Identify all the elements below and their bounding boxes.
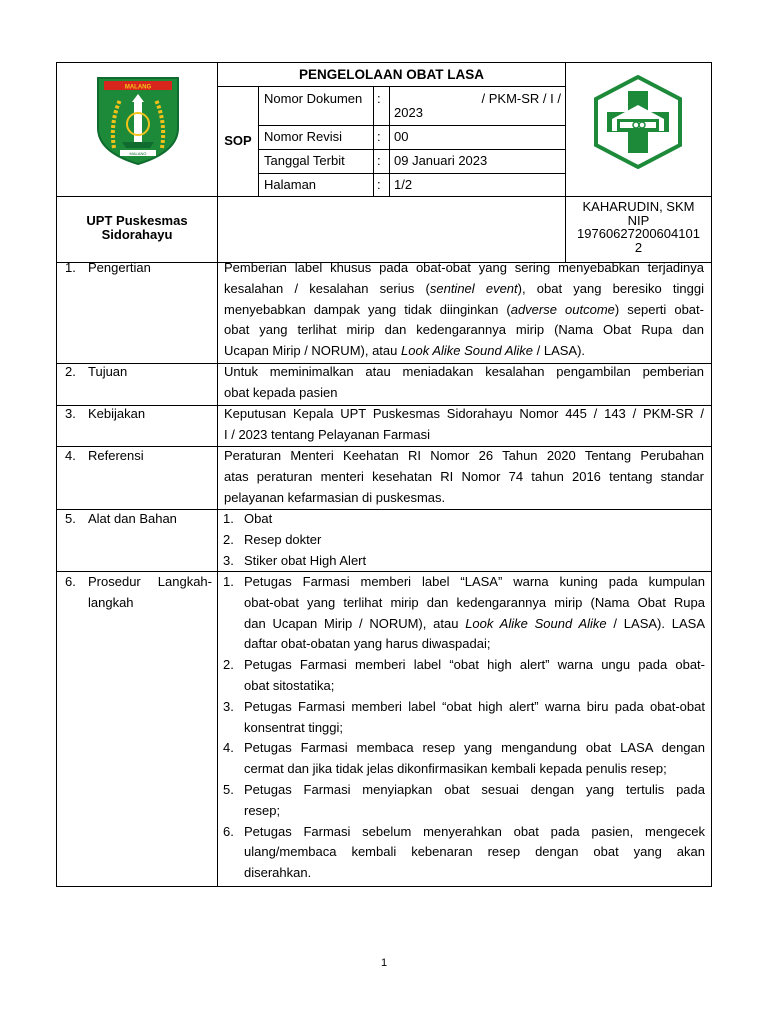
signer-block bbox=[566, 200, 711, 254]
meta-value-revision: 00 bbox=[394, 129, 409, 144]
meta-label-issue-date: Tanggal Terbit bbox=[264, 153, 345, 168]
body-line: Untuk meminimalkan atau meniadakan kesalahan pengambilan pemberian bbox=[224, 364, 704, 379]
regency-logo bbox=[92, 72, 184, 168]
body-line: Peraturan Menteri Keehatan RI Nomor 26 Tahun 2020 Tentang Perubahan bbox=[224, 448, 704, 463]
text-span: dan Ucapan Mirip / NORUM), atau bbox=[244, 615, 466, 631]
text-span: Ucapan Mirip / NORUM), atau bbox=[224, 343, 401, 359]
meta-label-document-number: Nomor Dokumen bbox=[264, 91, 363, 106]
section-number: 4. bbox=[65, 448, 76, 463]
list-item: Obat bbox=[244, 511, 273, 526]
section-title-reference: Referensi bbox=[88, 448, 144, 463]
title-row-divider bbox=[217, 86, 566, 87]
meta-value-page: 1/2 bbox=[394, 177, 413, 192]
meta-row-divider bbox=[258, 149, 566, 150]
italic-term: Look Alike Sound Alike bbox=[465, 615, 607, 631]
unit-name bbox=[57, 214, 217, 242]
text-span: kesalahan / kesalahan serius ( bbox=[224, 280, 430, 296]
meta-row-divider bbox=[258, 173, 566, 174]
body-line: Keputusan Kepala UPT Puskesmas Sidorahayu Nomor 445 / 143 / PKM-SR / bbox=[224, 406, 704, 421]
table-border-top bbox=[56, 62, 712, 63]
page-number: 1 bbox=[380, 957, 388, 969]
list-item: Resep dokter bbox=[244, 532, 322, 547]
body-line: atas peraturan menteri kesehatan RI Nomor 74 tahun 2016 tentang standar bbox=[224, 469, 704, 484]
step-line: resep; bbox=[244, 802, 281, 818]
list-number: 3. bbox=[223, 553, 234, 568]
body-line: obat kepada pasien bbox=[224, 385, 338, 400]
body-line: pelayanan kefarmasian di puskesmas. bbox=[224, 490, 446, 505]
step-number: 5. bbox=[223, 782, 234, 797]
title-line: Prosedur Langkah- bbox=[88, 574, 212, 589]
puskesmas-logo bbox=[592, 75, 684, 169]
step-number: 2. bbox=[223, 657, 234, 673]
column-divider bbox=[217, 62, 218, 887]
meta-colon: : bbox=[377, 153, 381, 168]
section-title-tools: Alat dan Bahan bbox=[88, 511, 177, 526]
meta-value-issue-date: 09 Januari 2023 bbox=[394, 153, 488, 168]
text-span: / LASA). bbox=[533, 343, 586, 359]
table-border-left bbox=[56, 62, 57, 887]
meta-colon: : bbox=[377, 129, 381, 144]
step-line: Petugas Farmasi memberi label “LASA” warna kuning pada kumpulan bbox=[244, 574, 705, 589]
svg-text:MALANG: MALANG bbox=[124, 84, 152, 91]
italic-term: adverse outcome bbox=[510, 301, 615, 317]
step-line: Petugas Farmasi memberi label “obat high alert” warna biru pada obat-obat bbox=[244, 698, 705, 714]
meta-row-divider bbox=[258, 125, 566, 126]
signer-nip: 2 bbox=[634, 239, 643, 255]
step-line: obat-obat yang terlihat mirip dan kedengarannya mirip (Nama Obat Rupa bbox=[244, 594, 705, 610]
step-line: ulang/membaca kembali kebenaran resep dengan obat yang akan bbox=[244, 844, 705, 860]
body-line: Pemberian label khusus pada obat-obat yang sering menyebabkan terjadinya bbox=[224, 260, 704, 275]
section-title-policy: Kebijakan bbox=[88, 406, 146, 421]
step-line: Petugas Farmasi memberi label “obat high alert” warna ungu pada obat- bbox=[244, 657, 705, 673]
body-line bbox=[224, 300, 704, 321]
meta-colon: : bbox=[377, 177, 381, 192]
step-line: daftar obat-obatan yang harus diwaspadai; bbox=[244, 636, 491, 652]
signer-nip: 19760627200604101 bbox=[577, 226, 700, 241]
svg-text:MALANG: MALANG bbox=[129, 151, 147, 156]
sop-label: SOP bbox=[224, 133, 252, 148]
step-line: konsentrat tinggi; bbox=[244, 719, 344, 735]
body-line bbox=[224, 341, 585, 362]
unit-name-line: UPT Puskesmas bbox=[86, 213, 188, 228]
step-number: 1. bbox=[223, 574, 234, 589]
text-span: menyebabkan dampak yang tidak diinginkan ( bbox=[224, 301, 511, 317]
step-line: Petugas Farmasi sebelum menyerahkan obat pada pasien, mengecek bbox=[244, 823, 705, 839]
section-number: 5. bbox=[65, 511, 76, 526]
text-span: ), obat yang beresiko tinggi bbox=[517, 280, 704, 296]
section-number: 6. bbox=[65, 574, 76, 589]
body-line: I / 2023 tentang Pelayanan Farmasi bbox=[224, 427, 430, 442]
list-number: 1. bbox=[223, 511, 234, 526]
italic-term: Look Alike Sound Alike bbox=[401, 343, 534, 359]
step-number: 3. bbox=[223, 698, 234, 714]
section-title-procedure bbox=[88, 572, 212, 614]
step-line: diserahkan. bbox=[244, 865, 312, 881]
header-bottom-line bbox=[56, 196, 712, 197]
table-border-right bbox=[711, 62, 712, 887]
unit-name-line: Sidorahayu bbox=[101, 227, 173, 242]
meta-value-document-year: 2023 bbox=[394, 105, 423, 120]
step-line: obat sitostatika; bbox=[244, 678, 335, 693]
label-divider bbox=[373, 86, 374, 197]
section-number: 1. bbox=[65, 260, 76, 275]
text-span: ) seperti obat- bbox=[614, 301, 704, 317]
step-number: 6. bbox=[223, 823, 234, 839]
colon-divider bbox=[389, 86, 390, 197]
meta-colon: : bbox=[377, 91, 381, 106]
signer-nip-label: NIP bbox=[627, 212, 650, 228]
step-line: Petugas Farmasi menyiapkan obat sesuai dengan yang tertulis pada bbox=[244, 782, 705, 797]
list-item: Stiker obat High Alert bbox=[244, 553, 367, 568]
title-line: langkah bbox=[88, 594, 134, 610]
signer-name: KAHARUDIN, SKM bbox=[582, 199, 695, 214]
text-span: / LASA). LASA bbox=[606, 615, 705, 631]
section-number: 2. bbox=[65, 364, 76, 379]
step-number: 4. bbox=[223, 740, 234, 756]
step-line: Petugas Farmasi membaca resep yang mengandung obat LASA dengan bbox=[244, 740, 705, 756]
table-border-bottom bbox=[56, 886, 712, 887]
list-number: 2. bbox=[223, 532, 234, 547]
italic-term: sentinel event bbox=[429, 280, 518, 296]
meta-value-document-number: / PKM-SR / I / bbox=[481, 91, 561, 106]
section-title-definition: Pengertian bbox=[88, 260, 151, 275]
section-number: 3. bbox=[65, 406, 76, 421]
meta-label-revision: Nomor Revisi bbox=[264, 129, 343, 144]
sop-divider bbox=[258, 86, 259, 197]
step-line bbox=[244, 614, 705, 635]
body-line bbox=[224, 279, 704, 300]
section-title-purpose: Tujuan bbox=[88, 364, 128, 379]
body-line: obat yang terlihat mirip dan kedengarannya mirip (Nama Obat Rupa dan bbox=[224, 322, 704, 338]
meta-label-page: Halaman bbox=[264, 177, 317, 192]
document-title: PENGELOLAAN OBAT LASA bbox=[299, 67, 484, 82]
step-line: cermat dan jika tidak jelas dikonfirmasikan kembali kepada penulis resep; bbox=[244, 761, 667, 777]
